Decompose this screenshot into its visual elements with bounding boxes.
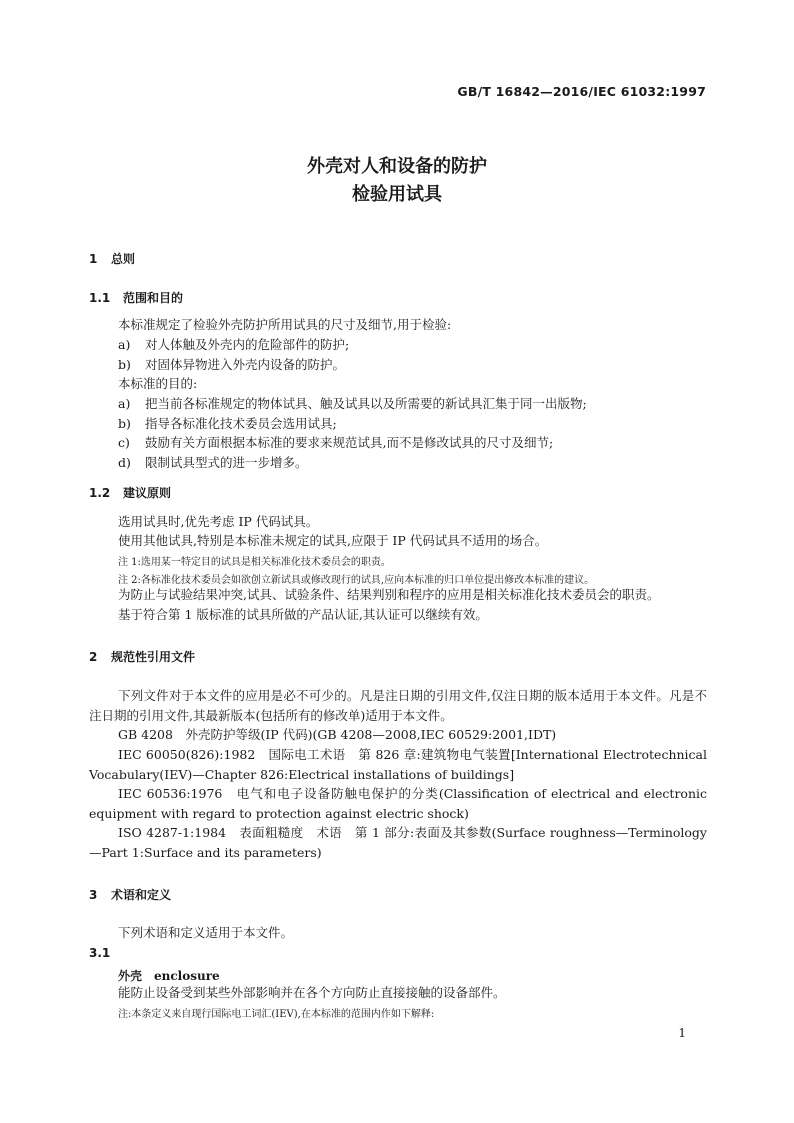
section-number: 2 — [89, 650, 98, 664]
note: 注 2:各标准化技术委员会如欲创立新试具或修改现行的试具,应向本标准的归口单位提出修改本标准的建议。 — [118, 575, 595, 586]
paragraph: 基于符合第 1 版标准的试具所做的产品认证,其认证可以继续有效。 — [118, 607, 488, 622]
list-item-text: 把当前各标准规定的物体试具、触及试具以及所需要的新试具汇集于同一出版物; — [145, 396, 587, 411]
list-marker: a) — [118, 337, 131, 352]
list-item-text: 指导各标准化技术委员会选用试具; — [145, 416, 337, 431]
reference-item: ISO 4287-1:1984 表面粗糙度 术语 第 1 部分:表面及其参数(Surface roughness—Terminology—Part 1:Surface and its parameters) — [89, 825, 707, 860]
document-title-line1: 外壳对人和设备的防护 — [307, 156, 487, 177]
note: 注:本条定义来自现行国际电工词汇(IEV),在本标准的范围内作如下解释: — [118, 1009, 435, 1020]
term-entry — [118, 965, 220, 984]
reference-item: IEC 60050(826):1982 国际电工术语 第 826 章:建筑物电气装置[International Electrotechnical Vocabulary(IEV)—Chapter 826:Electrical installations of buildings] — [89, 747, 707, 782]
section-number: 1 — [89, 252, 98, 266]
section-number: 1.1 — [89, 291, 111, 305]
list-marker: c) — [118, 435, 130, 450]
section-1-1-heading — [89, 289, 183, 306]
list-item — [118, 394, 587, 414]
list-item-text: 鼓励有关方面根据本标准的要求来规范试具,而不是修改试具的尺寸及细节; — [145, 435, 554, 450]
reference-item: IEC 60536:1976 电气和电子设备防触电保护的分类(Classification of electrical and electronic equipment with regard to protection against electric shock) — [89, 786, 707, 821]
section-title: 建议原则 — [123, 486, 172, 500]
list-item-text: 对固体异物进入外壳内设备的防护。 — [145, 357, 346, 372]
term-definition: 能防止设备受到某些外部影响并在各个方向防止直接接触的设备部件。 — [118, 985, 506, 1000]
list-item — [118, 355, 345, 375]
standard-code: GB/T 16842—2016/IEC 61032:1997 — [457, 84, 706, 99]
term-chinese: 外壳 — [118, 969, 143, 983]
section-title: 总则 — [111, 252, 136, 266]
section-2-heading — [89, 648, 195, 665]
paragraph: 为防止与试验结果冲突,试具、试验条件、结果判别和程序的应用是相关标准化技术委员会的职责。 — [118, 587, 660, 602]
list-marker: b) — [118, 416, 131, 431]
section-number: 3 — [89, 888, 98, 902]
paragraph: 下列文件对于本文件的应用是必不可少的。凡是注日期的引用文件,仅注日期的版本适用于本文件。凡是不注日期的引用文件,其最新版本(包括所有的修改单)适用于本文件。 — [89, 688, 707, 723]
list-marker: a) — [118, 396, 131, 411]
paragraph: 选用试具时,优先考虑 IP 代码试具。 — [118, 514, 319, 529]
list-item — [118, 414, 337, 434]
list-item — [118, 335, 349, 355]
section-3-heading — [89, 886, 171, 903]
paragraph: 本标准的目的: — [118, 376, 198, 391]
paragraph: 下列术语和定义适用于本文件。 — [118, 925, 294, 940]
list-marker: b) — [118, 357, 131, 372]
section-title: 规范性引用文件 — [111, 650, 196, 664]
paragraph: 使用其他试具,特别是本标准未规定的试具,应限于 IP 代码试具不适用的场合。 — [118, 533, 548, 548]
section-title: 术语和定义 — [111, 888, 172, 902]
list-item — [118, 433, 553, 453]
list-item-text: 限制试具型式的进一步增多。 — [145, 455, 308, 470]
list-item-text: 对人体触及外壳内的危险部件的防护; — [145, 337, 350, 352]
section-title: 范围和目的 — [123, 291, 184, 305]
paragraph: 本标准规定了检验外壳防护所用试具的尺寸及细节,用于检验: — [118, 317, 452, 332]
page-number: 1 — [678, 1026, 686, 1040]
document-title-line2: 检验用试具 — [352, 184, 442, 205]
section-1-heading — [89, 250, 135, 267]
list-item — [118, 453, 308, 473]
term-english: enclosure — [154, 969, 220, 983]
reference-item: GB 4208 外壳防护等级(IP 代码)(GB 4208—2008,IEC 60529:2001,IDT) — [118, 727, 557, 742]
note: 注 1:选用某一特定目的试具是相关标准化技术委员会的职责。 — [118, 557, 391, 568]
section-number: 1.2 — [89, 486, 111, 500]
term-number: 3.1 — [89, 946, 111, 960]
section-1-2-heading — [89, 484, 171, 501]
list-marker: d) — [118, 455, 131, 470]
